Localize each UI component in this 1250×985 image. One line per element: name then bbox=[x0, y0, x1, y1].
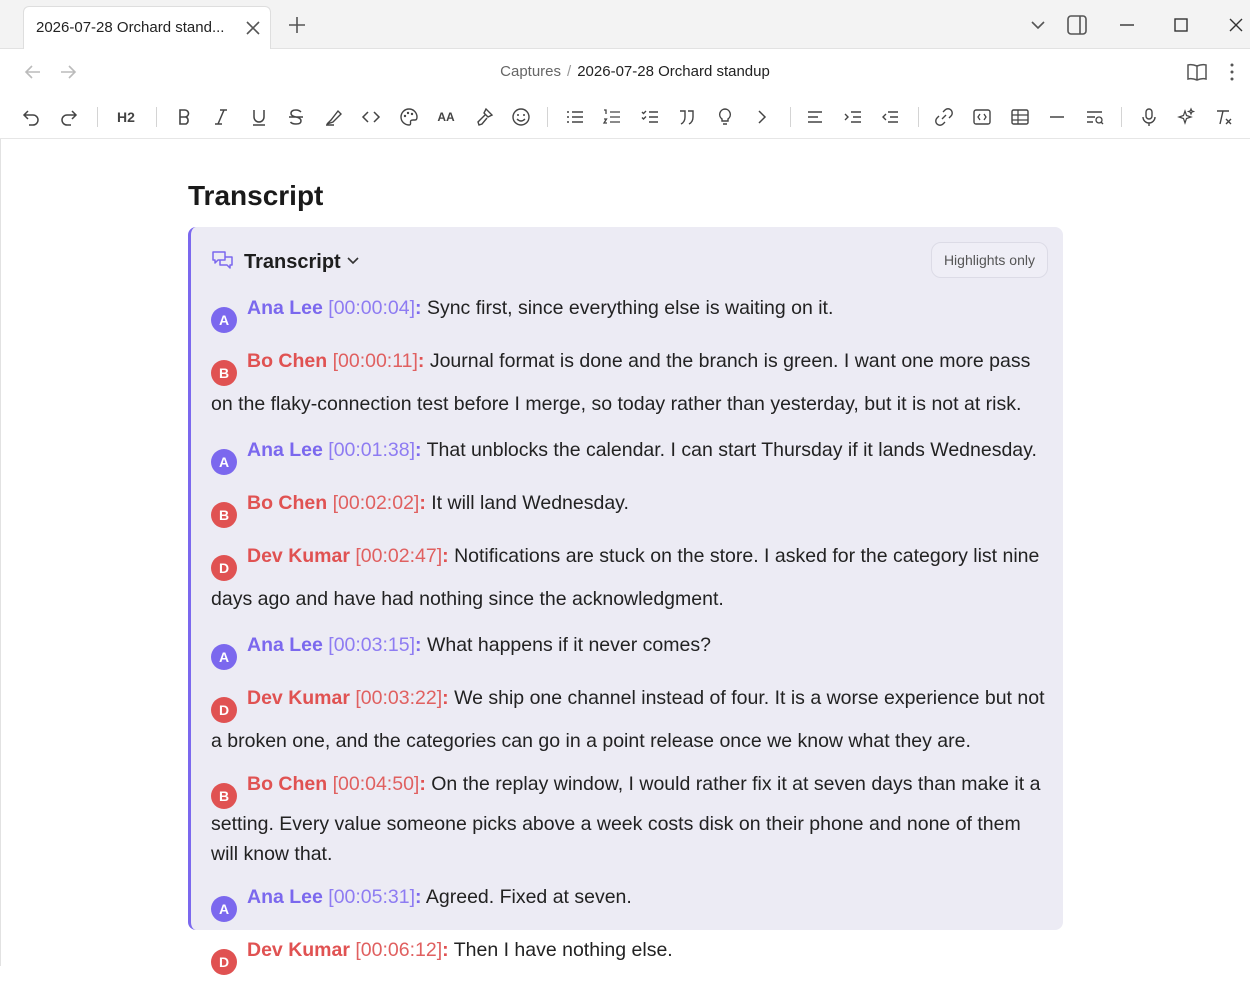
utterance-text: What happens if it never comes? bbox=[426, 634, 711, 656]
chevron-right-icon[interactable] bbox=[750, 105, 774, 129]
callout-header[interactable] bbox=[211, 249, 1051, 277]
speaker-colon: : bbox=[442, 687, 449, 709]
reading-view-book-icon[interactable] bbox=[1186, 61, 1208, 83]
timestamp[interactable]: [00:00:11] bbox=[332, 350, 418, 372]
utterance-text: On the replay window, I would rather fix it at seven days than make it a setting. Every value someone picks above a week costs disk on their phone and none of them will know that. bbox=[211, 773, 1041, 865]
timestamp[interactable]: [00:03:22] bbox=[355, 687, 443, 709]
page-title: Transcript bbox=[188, 180, 324, 211]
toolbar-divider bbox=[790, 107, 791, 127]
speaker-name: Bo Chen bbox=[247, 492, 328, 514]
speaker-colon: : bbox=[415, 297, 422, 319]
toolbar-divider bbox=[156, 107, 157, 127]
document-tab[interactable] bbox=[23, 6, 271, 49]
align-left-icon[interactable] bbox=[803, 105, 827, 129]
timestamp[interactable]: [00:04:50] bbox=[332, 773, 420, 795]
palette-icon[interactable] bbox=[397, 105, 421, 129]
format-painter-icon[interactable] bbox=[472, 105, 496, 129]
transcript-entry bbox=[211, 879, 1051, 922]
transcript-entry bbox=[211, 432, 1051, 475]
toolbar-divider bbox=[918, 107, 919, 127]
transcript-entry bbox=[211, 343, 1051, 422]
speaker-colon: : bbox=[415, 886, 422, 908]
speaker-avatar: A bbox=[211, 307, 237, 333]
checklist-icon[interactable] bbox=[638, 105, 662, 129]
speaker-avatar: A bbox=[211, 644, 237, 670]
highlighter-icon[interactable] bbox=[322, 105, 346, 129]
transcript-callout bbox=[188, 227, 1063, 970]
bold-icon[interactable] bbox=[172, 105, 196, 129]
transcript-entry bbox=[211, 290, 1051, 333]
timestamp[interactable]: [00:01:38] bbox=[328, 439, 416, 461]
toolbar-divider bbox=[97, 107, 98, 127]
plus-icon[interactable] bbox=[286, 14, 308, 36]
speaker-name: Ana Lee bbox=[247, 634, 323, 656]
horizontal-rule-icon[interactable] bbox=[1045, 105, 1069, 129]
speaker-name: Bo Chen bbox=[247, 773, 328, 795]
close-window-icon[interactable] bbox=[1224, 13, 1248, 37]
toolbar-divider bbox=[547, 107, 548, 127]
breadcrumb bbox=[0, 63, 1250, 80]
chat-bubbles-icon bbox=[211, 249, 235, 273]
speaker-avatar: B bbox=[211, 360, 237, 386]
heading-level-button[interactable]: H2 bbox=[117, 109, 135, 125]
speaker-colon: : bbox=[417, 350, 425, 372]
search-replace-icon[interactable] bbox=[1083, 105, 1107, 129]
timestamp[interactable]: [00:02:47] bbox=[355, 545, 443, 567]
chevron-down-icon[interactable] bbox=[1026, 13, 1050, 37]
speaker-avatar: D bbox=[211, 697, 237, 723]
bullet-list-icon[interactable] bbox=[563, 105, 587, 129]
speaker-avatar: D bbox=[211, 555, 237, 581]
link-icon[interactable] bbox=[932, 105, 956, 129]
highlights-only-button[interactable]: Highlights only bbox=[931, 242, 1048, 278]
sidebar-toggle-icon[interactable] bbox=[1065, 13, 1089, 37]
transcript-entry bbox=[211, 627, 1051, 670]
clear-formatting-icon[interactable] bbox=[1212, 105, 1236, 129]
speaker-avatar: B bbox=[211, 502, 237, 528]
utterance-text: Sync first, since everything else is waiting on it. bbox=[426, 297, 834, 319]
speaker-colon: : bbox=[419, 492, 426, 514]
transcript-entry bbox=[211, 932, 1051, 975]
speaker-name: Ana Lee bbox=[247, 886, 323, 908]
strikethrough-icon[interactable] bbox=[284, 105, 308, 129]
more-options-icon[interactable] bbox=[1221, 61, 1243, 83]
emoji-icon[interactable] bbox=[509, 105, 533, 129]
speaker-colon: : bbox=[415, 439, 422, 461]
editor-border bbox=[0, 139, 1, 966]
transcript-entry bbox=[211, 769, 1051, 869]
speaker-colon: : bbox=[442, 939, 449, 961]
breadcrumb-current[interactable]: 2026-07-28 Orchard standup bbox=[577, 63, 770, 80]
indent-icon[interactable] bbox=[841, 105, 865, 129]
undo-icon[interactable] bbox=[19, 105, 43, 129]
utterance-text: Notifications are stuck on the store. I asked for the category list nine days ago and have had nothing since the acknowledgment. bbox=[211, 545, 1040, 610]
tab-bar bbox=[0, 0, 1250, 49]
timestamp[interactable]: [00:05:31] bbox=[328, 886, 416, 908]
lightbulb-icon[interactable] bbox=[713, 105, 737, 129]
speaker-colon: : bbox=[419, 773, 426, 795]
maximize-icon[interactable] bbox=[1169, 13, 1193, 37]
timestamp[interactable]: [00:06:12] bbox=[355, 939, 443, 961]
italic-icon[interactable] bbox=[209, 105, 233, 129]
transcript-entry bbox=[211, 538, 1051, 617]
quote-icon[interactable] bbox=[675, 105, 699, 129]
timestamp[interactable]: [00:03:15] bbox=[328, 634, 416, 656]
toolbar-divider bbox=[1121, 107, 1122, 127]
inline-code-icon[interactable] bbox=[359, 105, 383, 129]
speaker-name: Ana Lee bbox=[247, 297, 323, 319]
timestamp[interactable]: [00:02:02] bbox=[332, 492, 420, 514]
utterance-text: That unblocks the calendar. I can start Thursday if it lands Wednesday. bbox=[426, 439, 1037, 461]
tab-title: 2026-07-28 Orchard stand... bbox=[36, 19, 225, 36]
outdent-icon[interactable] bbox=[878, 105, 902, 129]
underline-icon[interactable] bbox=[247, 105, 271, 129]
speaker-name: Dev Kumar bbox=[247, 545, 350, 567]
table-icon[interactable] bbox=[1008, 105, 1032, 129]
speaker-name: Ana Lee bbox=[247, 439, 323, 461]
speaker-colon: : bbox=[415, 634, 422, 656]
speaker-name: Bo Chen bbox=[247, 350, 328, 372]
breadcrumb-parent[interactable]: Captures bbox=[500, 63, 562, 80]
callout-title: Transcript bbox=[244, 251, 341, 273]
breadcrumb-separator: / bbox=[567, 63, 572, 80]
utterance-text: Journal format is done and the branch is green. I want one more pass on the flaky-connection test before I merge, so today rather than yesterday, but it is not at risk. bbox=[211, 350, 1031, 415]
transcript-entry bbox=[211, 680, 1051, 759]
ai-sparkle-icon[interactable] bbox=[1174, 105, 1198, 129]
formatting-toolbar bbox=[0, 95, 1250, 139]
utterance-text: Agreed. Fixed at seven. bbox=[425, 886, 632, 908]
utterance-text: We ship one channel instead of four. It is a worse experience but not a broken one, and the categories can go in a point release once we know what they are. bbox=[211, 687, 1045, 752]
font-size-button[interactable]: AA bbox=[437, 110, 455, 124]
utterance-text: It will land Wednesday. bbox=[431, 492, 629, 514]
speaker-avatar: A bbox=[211, 896, 237, 922]
close-icon[interactable] bbox=[243, 18, 263, 38]
utterance-text: Then I have nothing else. bbox=[453, 939, 673, 961]
speaker-name: Dev Kumar bbox=[247, 687, 350, 709]
transcript-entry bbox=[211, 485, 1051, 528]
speaker-name: Dev Kumar bbox=[247, 939, 350, 961]
timestamp[interactable]: [00:00:04] bbox=[328, 297, 416, 319]
speaker-avatar: B bbox=[211, 783, 237, 809]
minimize-icon[interactable] bbox=[1115, 13, 1139, 37]
speaker-avatar: D bbox=[211, 949, 237, 975]
chevron-down-icon[interactable] bbox=[343, 251, 363, 271]
speaker-avatar: A bbox=[211, 449, 237, 475]
navigation-bar bbox=[0, 49, 1250, 95]
speaker-colon: : bbox=[442, 545, 449, 567]
redo-icon[interactable] bbox=[57, 105, 81, 129]
code-block-icon[interactable] bbox=[970, 105, 994, 129]
transcript-entries bbox=[211, 290, 1051, 985]
numbered-list-icon[interactable] bbox=[600, 105, 624, 129]
microphone-icon[interactable] bbox=[1137, 105, 1161, 129]
